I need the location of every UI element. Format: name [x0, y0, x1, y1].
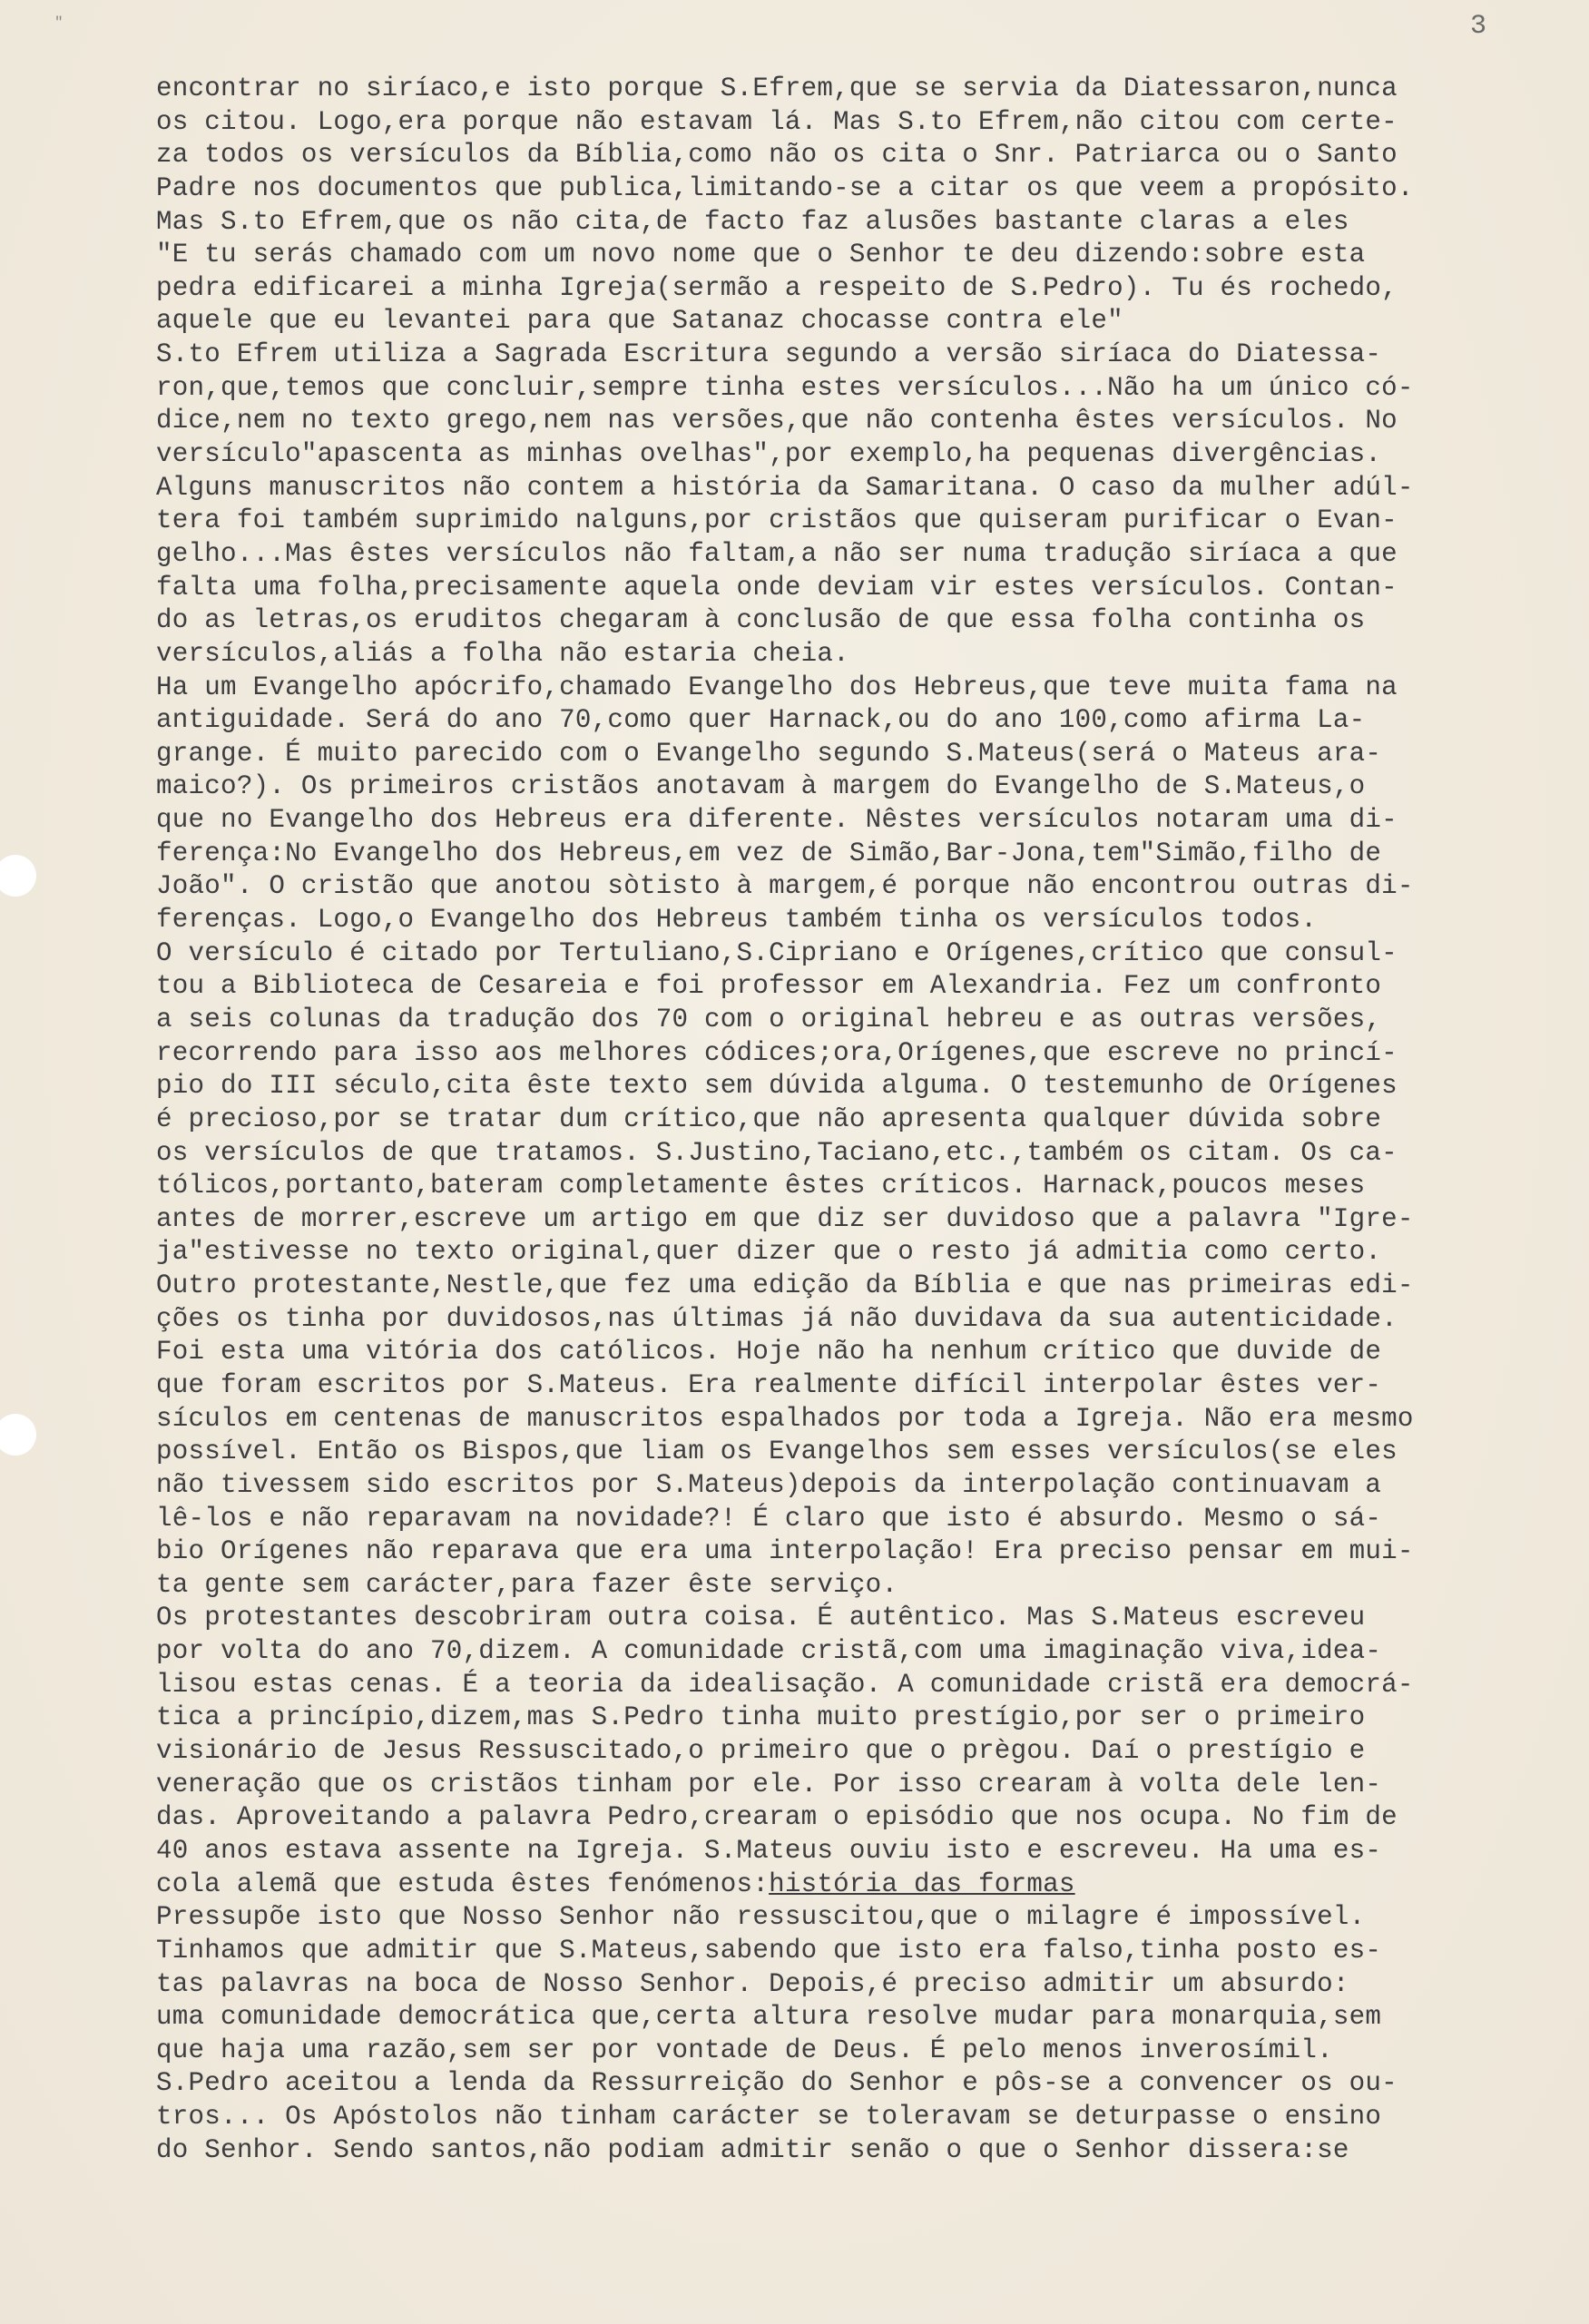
text-line: ron,que,temos que concluir,sempre tinha estes versículos...Não ha um único có-	[156, 372, 1414, 403]
text-line: Outro protestante,Nestle,que fez uma edição da Bíblia e que nas primeiras edi-	[156, 1270, 1414, 1301]
text-line: "E tu serás chamado com um novo nome que o Senhor te deu dizendo:sobre esta	[156, 240, 1366, 270]
text-line: antiguidade. Será do ano 70,como quer Harnack,ou do ano 100,como afirma La-	[156, 705, 1366, 736]
text-line: Mas S.to Efrem,que os não cita,de facto faz alusões bastante claras a eles	[156, 206, 1349, 237]
text-line: S.Pedro aceitou a lenda da Ressurreição do Senhor e pôs-se a convencer os ou-	[156, 2068, 1398, 2099]
punch-hole	[0, 1414, 36, 1456]
text-line: ferença:No Evangelho dos Hebreus,em vez de Simão,Bar-Jona,tem"Simão,filho de	[156, 838, 1382, 868]
underlined-phrase: história das formas	[769, 1868, 1075, 1899]
text-line: O versículo é citado por Tertuliano,S.Cipriano e Orígenes,crítico que consul-	[156, 937, 1398, 968]
text-line: que foram escritos por S.Mateus. Era realmente difícil interpolar êstes ver-	[156, 1369, 1382, 1400]
text-line: tas palavras na boca de Nosso Senhor. Depois,é preciso admitir um absurdo:	[156, 1968, 1349, 1999]
text-line: Ha um Evangelho apócrifo,chamado Evangelho dos Hebreus,que teve muita fama na	[156, 672, 1398, 702]
text-line: antes de morrer,escreve um artigo em que diz ser duvidoso que a palavra "Igre-	[156, 1203, 1414, 1234]
text-line: uma comunidade democrática que,certa altura resolve mudar para monarquia,sem	[156, 2002, 1382, 2033]
text-line: Pressupõe isto que Nosso Senhor não ressuscitou,que o milagre é impossível.	[156, 1902, 1366, 1933]
text-line: tros... Os Apóstolos não tinham carácter se toleravam se deturpasse o ensino	[156, 2102, 1382, 2133]
text-line: João". O cristão que anotou sòtisto à margem,é porque não encontrou outras di-	[156, 871, 1414, 902]
text-line: possível. Então os Bispos,que liam os Evangelhos sem esses versículos(se eles	[156, 1437, 1398, 1467]
text-line: ta gente sem carácter,para fazer êste serviço.	[156, 1569, 898, 1600]
text-line: za todos os versículos da Bíblia,como não os cita o Snr. Patriarca ou o Santo	[156, 140, 1398, 171]
text-line: gelho...Mas êstes versículos não faltam,a não ser numa tradução siríaca a que	[156, 538, 1398, 569]
text-line: visionário de Jesus Ressuscitado,o primeiro que o prègou. Daí o prestígio e	[156, 1736, 1366, 1767]
corner-mark: "	[54, 15, 64, 31]
text-line: maico?). Os primeiros cristãos anotavam à margem do Evangelho de S.Mateus,o	[156, 771, 1366, 802]
text-line: tica a princípio,dizem,mas S.Pedro tinha muito prestígio,por ser o primeiro	[156, 1702, 1366, 1733]
text-line-with-underline	[156, 1868, 1545, 1902]
text-line: versículo"apascenta as minhas ovelhas",por exemplo,ha pequenas divergências.	[156, 439, 1382, 470]
text-line: não tivessem sido escritos por S.Mateus)depois da interpolação continuavam a	[156, 1469, 1382, 1500]
text-line: do as letras,os eruditos chegaram à conclusão de que essa folha continha os	[156, 605, 1366, 636]
text-line: ferenças. Logo,o Evangelho dos Hebreus também tinha os versículos todos.	[156, 905, 1318, 936]
text-line: a seis colunas da tradução dos 70 com o original hebreu e as outras versões,	[156, 1004, 1382, 1035]
text-line: veneração que os cristãos tinham por ele. Por isso crearam à volta dele len-	[156, 1769, 1382, 1799]
page-number: 3	[1470, 11, 1487, 42]
text-line: encontrar no siríaco,e isto porque S.Efrem,que se servia da Diatessaron,nunca	[156, 74, 1398, 103]
text-line: recorrendo para isso aos melhores códices;ora,Orígenes,que escreve no princí-	[156, 1037, 1398, 1068]
text-line: os citou. Logo,era porque não estavam lá. Mas S.to Efrem,não citou com certe-	[156, 106, 1398, 137]
punch-hole	[0, 855, 36, 897]
text-line: bio Orígenes não reparava que era uma interpolação! Era preciso pensar em mui-	[156, 1536, 1414, 1567]
text-line: versículos,aliás a folha não estaria cheia.	[156, 638, 849, 669]
text-line: é precioso,por se tratar dum crítico,que não apresenta qualquer dúvida sobre	[156, 1103, 1382, 1134]
text-line: os versículos de que tratamos. S.Justino,Taciano,etc.,também os citam. Os ca-	[156, 1137, 1398, 1168]
text-segment: cola alemã que estuda êstes fenómenos:	[156, 1868, 770, 1899]
text-line: do Senhor. Sendo santos,não podiam admitir senão o que o Senhor dissera:se	[156, 2134, 1349, 2165]
text-line: aquele que eu levantei para que Satanaz chocasse contra ele"	[156, 306, 1123, 337]
text-line: Os protestantes descobriram outra coisa. É autêntico. Mas S.Mateus escreveu	[156, 1603, 1366, 1633]
text-line: dice,nem no texto grego,nem nas versões,que não contenha êstes versículos. No	[156, 406, 1398, 436]
body-text	[156, 73, 1545, 2167]
text-line: sículos em centenas de manuscritos espalhados por toda a Igreja. Não era mesmo	[156, 1403, 1414, 1434]
text-line: S.to Efrem utiliza a Sagrada Escritura segundo a versão siríaca do Diatessa-	[156, 339, 1382, 370]
text-line: Foi esta uma vitória dos católicos. Hoje não ha nenhum crítico que duvide de	[156, 1337, 1382, 1368]
text-line: tou a Biblioteca de Cesareia e foi professor em Alexandria. Fez um confronto	[156, 971, 1382, 1002]
text-line: por volta do ano 70,dizem. A comunidade cristã,com uma imaginação viva,idea-	[156, 1636, 1382, 1667]
text-line: tólicos,portanto,bateram completamente êstes críticos. Harnack,poucos meses	[156, 1171, 1366, 1201]
text-line: pio do III século,cita êste texto sem dúvida alguma. O testemunho de Orígenes	[156, 1071, 1398, 1102]
text-line: ja"estivesse no texto original,quer dizer que o resto já admitia como certo.	[156, 1237, 1382, 1268]
text-line: Padre nos documentos que publica,limitando-se a citar os que veem a propósito.	[156, 172, 1414, 203]
text-line: 40 anos estava assente na Igreja. S.Mateus ouviu isto e escreveu. Ha uma es-	[156, 1835, 1382, 1866]
text-line: que haja uma razão,sem ser por vontade de Deus. É pelo menos inverosímil.	[156, 2035, 1333, 2065]
text-line: Alguns manuscritos não contem a história da Samaritana. O caso da mulher adúl-	[156, 472, 1414, 503]
text-line: Tinhamos que admitir que S.Mateus,sabendo que isto era falso,tinha posto es-	[156, 1935, 1382, 1966]
text-line: das. Aproveitando a palavra Pedro,crearam o episódio que nos ocupa. No fim de	[156, 1802, 1398, 1833]
text-line: tera foi também suprimido nalguns,por cristãos que quiseram purificar o Evan-	[156, 505, 1398, 536]
text-line: que no Evangelho dos Hebreus era diferente. Nêstes versículos notaram uma di-	[156, 805, 1398, 836]
text-line: pedra edificarei a minha Igreja(sermão a respeito de S.Pedro). Tu és rochedo,	[156, 272, 1398, 303]
text-line: lisou estas cenas. É a teoria da idealisação. A comunidade cristã era democrá-	[156, 1669, 1414, 1700]
text-line: grange. É muito parecido com o Evangelho segundo S.Mateus(será o Mateus ara-	[156, 738, 1382, 769]
text-line: lê-los e não reparavam na novidade?! É claro que isto é absurdo. Mesmo o sá-	[156, 1503, 1382, 1534]
text-line: ções os tinha por duvidosos,nas últimas já não duvidava da sua autenticidade.	[156, 1303, 1398, 1334]
text-line: falta uma folha,precisamente aquela onde deviam vir estes versículos. Contan-	[156, 572, 1398, 603]
